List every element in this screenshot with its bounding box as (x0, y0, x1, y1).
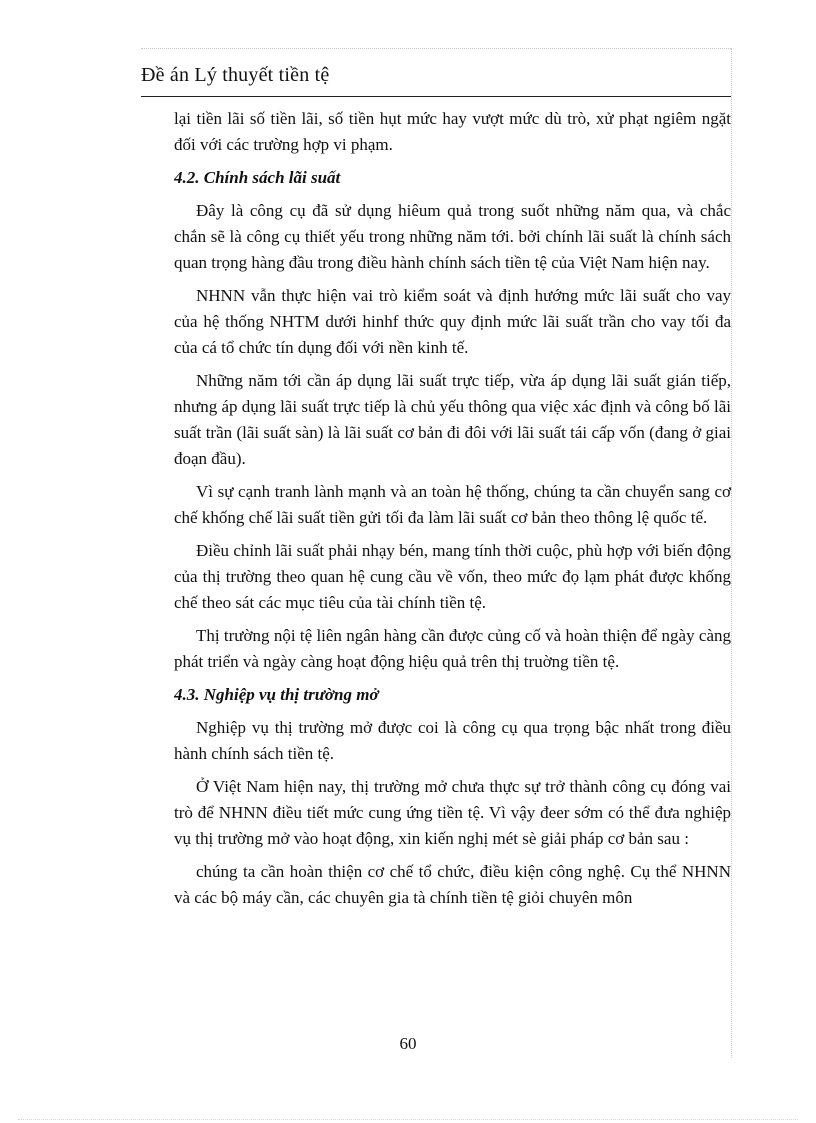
running-header: Đề án Lý thuyết tiền tệ (141, 64, 330, 86)
page-frame-right (731, 48, 732, 1058)
paragraph: Đây là công cụ đã sử dụng hiêum quả trong suốt những năm qua, và chắc chắn sẽ là công cụ thiết yếu trong những năm tới. bởi chính lãi suất là chính sách quan trọng hàng đầu trong điều hành chính sách tiền tệ của Việt Nam hiện nay. (174, 201, 731, 272)
section-heading-interest-rate-policy: 4.2. Chính sách lãi suất (174, 168, 341, 187)
paragraph-continuation: lại tiền lãi số tiền lãi, số tiền hụt mức hay vượt mức dù trò, xử phạt ngiêm ngặt đối với các trường hợp vi phạm. (174, 109, 731, 154)
section-heading-open-market: 4.3. Nghiệp vụ thị trường mở (174, 685, 379, 704)
page-frame-top (141, 48, 731, 49)
paragraph: NHNN vẫn thực hiện vai trò kiểm soát và định hướng mức lãi suất cho vay của hệ thống NHTM dưới hinhf thức quy định mức lãi suất trần cho vay tối đa của cá tổ chức tín dụng đối với nền kinh tế. (174, 286, 731, 357)
page-number: 60 (399, 1034, 417, 1053)
paragraph: chúng ta cần hoàn thiện cơ chế tổ chức, điều kiện công nghệ. Cụ thể NHNN và các bộ máy cần, các chuyên gia tà chính tiền tệ giỏi chuyên môn (174, 862, 731, 907)
paragraph: Ở Việt Nam hiện nay, thị trường mở chưa thực sự trở thành công cụ đóng vai trò để NHNN điều tiết mức cung ứng tiền tệ. Vì vậy đeer sớm có thể đưa nghiệp vụ thị trường mở vào hoạt động, xin kiến nghị mét sè giải pháp cơ bản sau : (174, 777, 731, 848)
header-rule (141, 96, 731, 97)
paragraph: Thị trường nội tệ liên ngân hàng cần được củng cố và hoàn thiện để ngày càng phát triển và ngày càng hoạt động hiệu quả trên thị truờng tiền tệ. (174, 626, 731, 671)
paragraph: Những năm tới cần áp dụng lãi suất trực tiếp, vừa áp dụng lãi suất gián tiếp, nhưng áp dụng lãi suất trực tiếp là chủ yếu thông qua việc xác định và công bố lãi suất trần (lãi suất sàn) là lãi suất cơ bản đi đôi với lãi suất tái cấp vốn (đang ở giai đoạn đầu). (174, 371, 731, 468)
paragraph: Vì sự cạnh tranh lành mạnh và an toàn hệ thống, chúng ta cần chuyển sang cơ chế khống chế lãi suất tiền gửi tối đa làm lãi suất cơ bản theo thông lệ quốc tế. (174, 482, 731, 527)
page-frame-bottom (18, 1119, 798, 1120)
paragraph: Điều chỉnh lãi suất phải nhạy bén, mang tính thời cuộc, phù hợp với biến động của thị trường theo quan hệ cung cầu về vốn, theo mức đọ lạm phát được khống chế theo sát các mục tiêu của tài chính tiền tệ. (174, 541, 731, 612)
paragraph: Nghiệp vụ thị trường mở được coi là công cụ qua trọng bậc nhất trong điều hành chính sách tiền tệ. (174, 718, 731, 763)
document-body (174, 106, 731, 918)
